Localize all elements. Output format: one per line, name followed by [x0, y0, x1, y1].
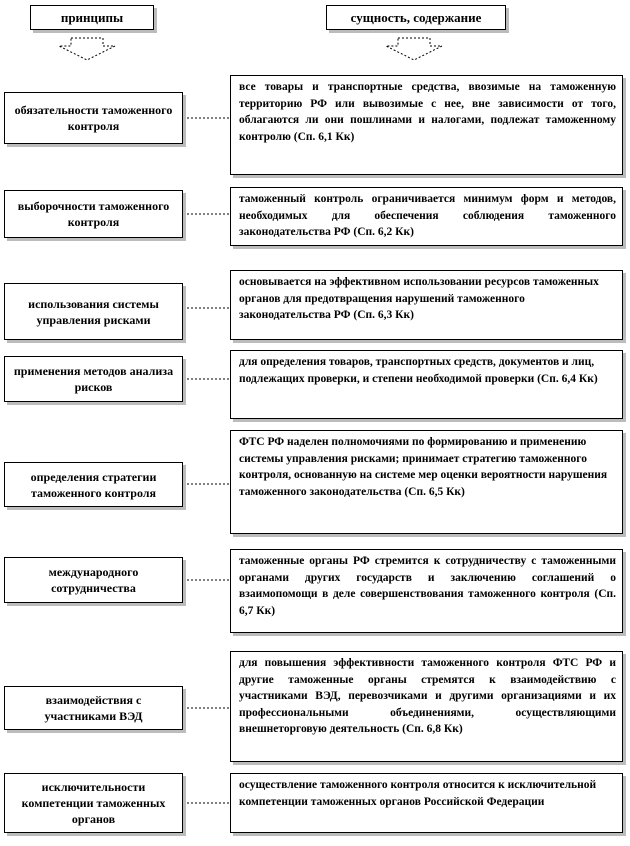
principle-label: определения стратегии таможенного контроля — [30, 469, 157, 500]
content-text: таможенный контроль ограничивается минимум форм и методов, необходимых для обеспечения соблюдения таможенного законодательства РФ (Сп. 6,2 Кк) — [239, 193, 616, 238]
content-header — [326, 5, 506, 30]
principle-box — [4, 557, 183, 603]
content-text: основывается на эффективном использовании ресурсов таможенных органов для предотвращения нарушений таможенного законодательства РФ (Сп. 6,3 Кк) — [239, 276, 599, 321]
principle-label: исключительности компетенции таможенных органов — [21, 780, 166, 826]
content-box — [230, 773, 623, 833]
content-box — [230, 75, 623, 175]
content-text: осуществление таможенного контроля относится к исключительной компетенции таможенных органов Российской Федерации — [239, 779, 597, 808]
principle-label: выборочности таможенного контроля — [17, 199, 170, 229]
principles-header — [30, 5, 154, 30]
right-header-arrow-icon — [386, 38, 442, 60]
content-header-label: сущность, содержание — [350, 9, 482, 25]
principle-label: взаимодействия с участниками ВЭД — [44, 693, 143, 723]
content-box — [230, 350, 623, 419]
principle-box — [4, 283, 183, 340]
content-box — [230, 549, 623, 633]
principle-box — [4, 92, 183, 144]
left-header-arrow-icon — [59, 38, 115, 60]
content-text: все товары и транспортные средства, ввозимые на таможенную территорию РФ или вывозимые с нее, вне зависимости от того, облагаются ли они пошлинами и налогами, подлежат таможенному контролю (Сп. 6,1 Кк) — [239, 81, 616, 143]
row-connectors — [183, 118, 230, 803]
principle-label: использования системы управления рисками — [28, 296, 159, 327]
content-box — [230, 270, 623, 340]
principle-label: обязательности таможенного контроля — [14, 103, 173, 133]
principle-box — [4, 190, 183, 238]
content-box — [230, 430, 623, 534]
principle-label: применения методов анализа рисков — [13, 364, 174, 394]
principle-box — [4, 686, 183, 730]
principle-label: международного сотрудничества — [48, 565, 139, 595]
content-text: ФТС РФ наделен полномочиями по формированию и применению системы управления рисками; принимает стратегию таможенного контроля, основанную на системе мер оценки вероятности нарушения таможенного законодательства (Сп. 6,5 Кк) — [239, 436, 608, 498]
content-box — [230, 187, 623, 246]
content-box — [230, 651, 623, 762]
content-text: таможенные органы РФ стремится к сотрудничеству с таможенными органами других государств и заключению соглашений о взаимопомощи в деле совершенствования таможенного контроля (Сп. 6,7 Кк) — [239, 555, 616, 617]
content-text: для повышения эффективности таможенного контроля ФТС РФ и другие таможенные органы стремятся к взаимодействию с участниками ВЭД, перевозчиками и другими организациями и их профессиональными объединениями, осуществляющими внешнеторговую деятельность (Сп. 6,8 Кк) — [239, 657, 616, 735]
content-text: для определения товаров, транспортных средств, документов и лиц, подлежащих проверки, и степени необходимой проверки (Сп. 6,4 Кк) — [239, 356, 598, 385]
principle-box — [4, 462, 183, 507]
principle-box — [4, 773, 183, 833]
principles-header-label: принципы — [60, 9, 124, 25]
principle-box — [4, 356, 183, 402]
